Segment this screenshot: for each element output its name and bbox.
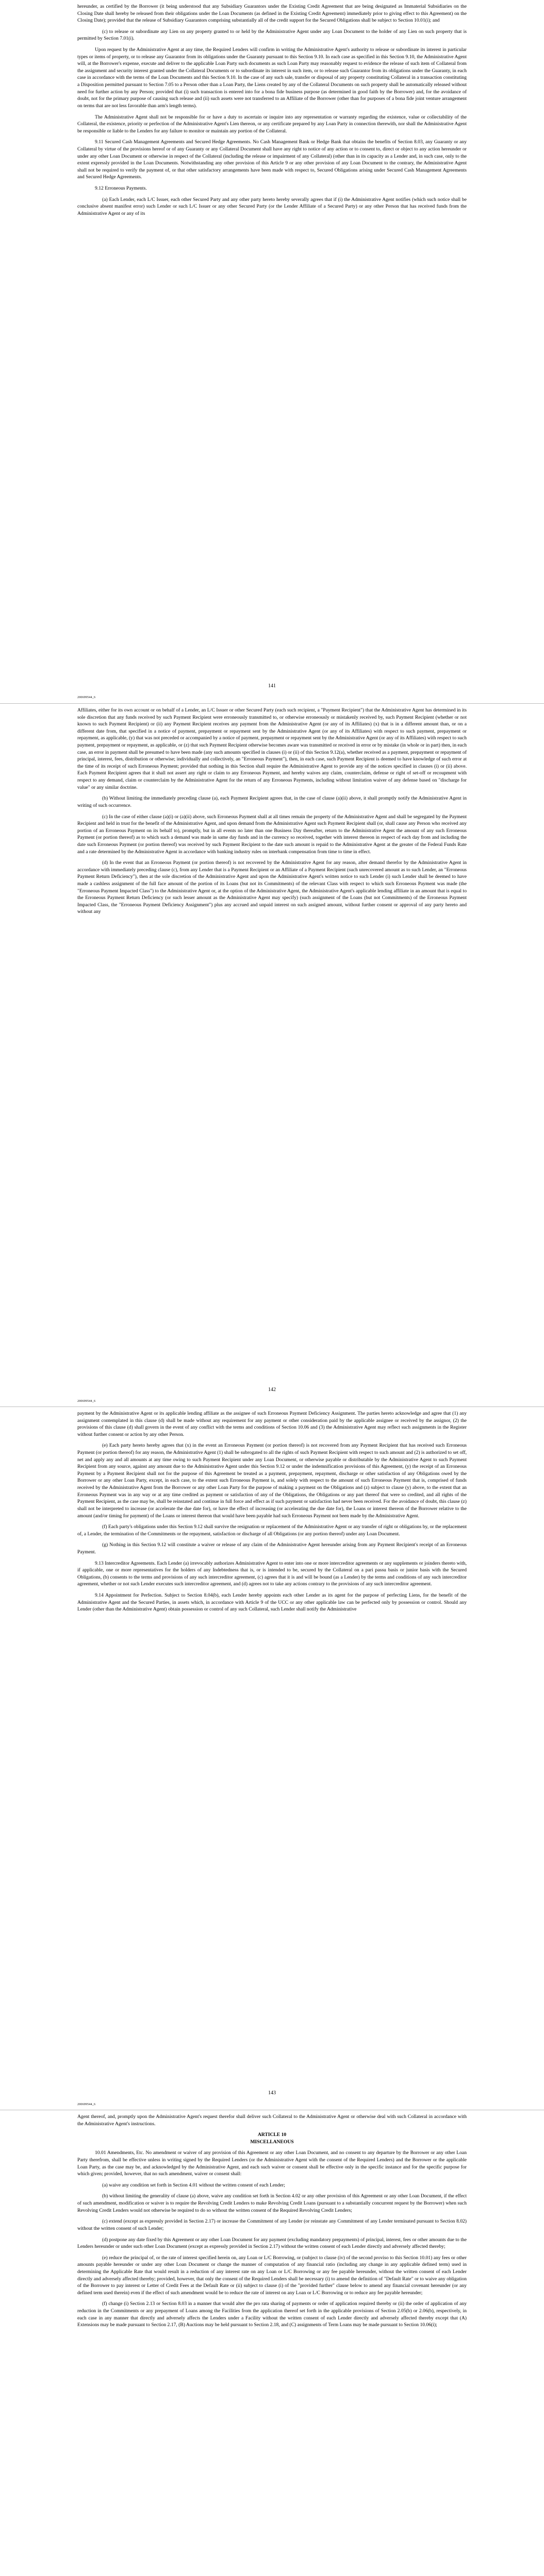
paragraph: hereunder, as certified by the Borrower (it being understood that any Subsidiary Guarantors under the Existing Credit Agreement that are being designated as Immaterial Subsidiaries on the Closing Date shall hereby be released from their obligations under the Loan Documents (as defined in the Existing Credit Agreement) immediately prior to giving effect to this Agreement) on the Closing Date); provided that the release of Subsidiary Guarantors comprising substantially all of the credit support for the Secured Obligations shall be subject to Section 10.01(i); and xyxy=(77,4,467,24)
section-9-14: 9.14 Appointment for Perfection. Subject to Section 8.04(b), each Lender hereby appoints each other Lender as its agent for the purpose of perfecting Liens, for the benefit of the Administrative Agent and the Secured Parties, in assets which, in accordance with Article 9 of the UCC or any other applicable law can be perfected only by possession or control. Should any Lender (other than the Administrative Agent) obtain possession or control of any such Collateral, such Lender shall notify the Administrative xyxy=(77,1592,467,1613)
paragraph: (b) Without limiting the immediately preceding clause (a), each Payment Recipient agrees that, in the case of clause (a)(ii) above, it shall promptly notify the Administrative Agent in writing of such occurrence. xyxy=(77,795,467,808)
paragraph: (c) to release or subordinate any Lien on any property granted to or held by the Administrative Agent under any Loan Document to the holder of any Lien on such property that is permitted by Section 7.01(i). xyxy=(77,28,467,42)
paragraph: (f) change (i) Section 2.13 or Section 8.03 in a manner that would alter the pro rata sharing of payments or order of application required thereby or (ii) the order of application of any reduction in the Commitments or any prepayment of Loans among the Facilities from the application thereof set forth in the applicable provisions of Section 2.05(b) or 2.06(b), respectively, in each case in any manner that directly and adversely affects the Lenders under a Facility without the written consent of each Lender directly and adversely affected thereby except that (A) Extensions may be made pursuant to Section 2.17, (B) Auctions may be held pursuant to Section 2.18, and (C) assignments of Term Loans may be made pursuant to Section 10.06(i); xyxy=(77,2301,467,2328)
paragraph: payment by the Administrative Agent or its applicable lending affiliate as the assignee of such Erroneous Payment Deficiency Assignment. The parties hereto acknowledge and agree that (1) any assignment contemplated in this clause (d) shall be made without any requirement for any payment or other consideration paid by the applicable assignee or received by the assignor, (2) the provisions of this clause (d) shall govern in the event of any conflict with the terms and conditions of Section 10.06 and (3) the Administrative Agent may reflect such assignments in the Register without further consent or action by any other Person. xyxy=(77,1411,467,1437)
section-heading-9-12: 9.12 Erroneous Payments. xyxy=(95,185,147,192)
document-id: 200699544_6 xyxy=(77,696,96,699)
document-page-142 xyxy=(0,703,544,1406)
paragraph: (f) Each party's obligations under this Section 9.12 shall survive the resignation or replacement of the Administrative Agent or any transfer of right or obligations by, or the replacement of, a Lender, the termination of the Commitments or the repayment, satisfaction or discharge of all Obligations (or any portion thereof) under any Loan Document. xyxy=(77,1524,467,1537)
article-title: MISCELLANEOUS xyxy=(250,2139,294,2145)
paragraph: (c) extend (except as expressly provided in Section 2.17) or increase the Commitment of any Lender (or reinstate any Commitment of any Lender terminated pursuant to Section 8.02) without the written consent of such Lender; xyxy=(77,2218,467,2231)
paragraph: (e) reduce the principal of, or the rate of interest specified herein on, any Loan or L/C Borrowing, or (subject to clause (iv) of the second proviso to this Section 10.01) any fees or other amounts payable hereunder or under any other Loan Document or change the manner of computation of any financial ratio (including any change in any applicable defined term) used in determining the Applicable Rate that would result in a reduction of any interest rate on any Loan or L/C Borrowing or any fee payable hereunder, without the written consent of each Lender directly and adversely affected thereby; provided, however, that only the consent of the Required Lenders shall be necessary (i) to amend the definition of "Default Rate" or to waive any obligation of the Borrower to pay interest or Letter of Credit Fees at the Default Rate or (ii) subject to clause (i) of the "provided further" clause below to amend any financial covenant hereunder (or any defined term used therein) even if the effect of such amendment would be to reduce the rate of interest on any Loan or L/C Borrowing or to reduce any fee payable hereunder; xyxy=(77,2255,467,2296)
paragraph: Affiliates, either for its own account or on behalf of a Lender, an L/C Issuer or other Secured Party (each such recipient, a "Payment Recipient") that the Administrative Agent has determined in its sole discretion that any funds received by such Payment Recipient were erroneously transmitted to, or otherwise erroneously or mistakenly received by, such Payment Recipient (whether or not known to such Payment Recipient) or (ii) any Payment Recipient receives any payment from the Administrative Agent (or any of its Affiliates) (x) that is in a different amount than, or on a different date from, that specified in a notice of payment, prepayment or repayment sent by the Administrative Agent (or any of its Affiliates) with respect to such payment, prepayment or repayment, as applicable, (y) that was not preceded or accompanied by a notice of payment, prepayment or repayment sent by the Administrative Agent (or any of its Affiliates) with respect to such payment, prepayment or repayment, as applicable, or (z) that such Payment Recipient otherwise becomes aware was transmitted or received in error or by mistake (in whole or in part) then, in each case, an error in payment shall be presumed to have been made (any such amounts specified in clauses (i) or (ii) of this Section 9.12(a), whether received as a payment, prepayment or repayment of principal, interest, fees, distribution or otherwise; individually and collectively, an "Erroneous Payment"), then, in each case, such Payment Recipient is deemed to have knowledge of such error at the time of its receipt of such Erroneous Payment; provided that nothing in this Section shall require the Administrative Agent to provide any of the notices specified in clauses (i) or (ii) above. Each Payment Recipient agrees that it shall not assert any right or claim to any Erroneous Payment, and hereby waives any claim, counterclaim, defense or right of set-off or recoupment with respect to any demand, claim or counterclaim by the Administrative Agent for the return of any Erroneous Payments, including without limitation waiver of any defense based on "discharge for value" or any similar doctrine. xyxy=(77,707,467,790)
paragraph: (e) Each party hereto hereby agrees that (x) in the event an Erroneous Payment (or portion thereof) is not recovered from any Payment Recipient that has received such Erroneous Payment (or portion thereof) for any reason, the Administrative Agent (1) shall be subrogated to all the rights of such Payment Recipient with respect to such amount and (2) is authorized to set off, net and apply any and all amounts at any time owing to such Payment Recipient under any Loan Document, or otherwise payable or distributable by the Administrative Agent to such Payment Recipient from any source, against any amount due to the Administrative Agent under this Section 9.12 or under the indemnification provisions of this Agreement, (y) the receipt of an Erroneous Payment by a Payment Recipient shall not for the purpose of this Agreement be treated as a payment, prepayment, repayment, discharge or other satisfaction of any Obligations owed by the Borrower or any other Loan Party, except, in each case, to the extent such Erroneous Payment is, and solely with respect to the amount of such Erroneous Payment that is, comprised of funds received by the Administrative Agent from the Borrower or any other Loan Party for the purpose of making a payment on the Obligations and (z) subject to clause (y) above, to the extent that an Erroneous Payment was in any way or at any time credited as payment or satisfaction of any of the Obligations, the Obligations or any part thereof that were so credited, and all rights of the Payment Recipient, as the case may be, shall be reinstated and continue in full force and effect as if such payment or satisfaction had never been received. For the avoidance of doubt, this clause (z) shall not be interpreted to increase (or accelerate the due date for), or have the effect of increasing (or accelerating the due date for), the Loans or interest thereon of the Borrower relative to the amount (and/or timing for payment) of the Loans or interest thereon that would have been payable had such Erroneous Payment not been made by the Administrative Agent. xyxy=(77,1443,467,1519)
section-10-01: 10.01 Amendments, Etc. No amendment or waiver of any provision of this Agreement or any other Loan Document, and no consent to any departure by the Borrower or any other Loan Party therefrom, shall be effective unless in writing signed by the Required Lenders (or the Administrative Agent with the consent of the Required Lenders) and the Borrower or the applicable Loan Party, as the case may be, and acknowledged by the Administrative Agent, and each such waiver or consent shall be effective only in the specific instance and for the specific purpose for which given; provided, however, that no such amendment, waiver or consent shall: xyxy=(77,2150,467,2177)
paragraph: Upon request by the Administrative Agent at any time, the Required Lenders will confirm in writing the Administrative Agent's authority to release or subordinate its interest in particular types or items of property, or to release any Guarantor from its obligations under the Guaranty pursuant to this Section 9.10. In each case as specified in this Section 9.10, the Administrative Agent will, at the Borrower's expense, execute and deliver to the applicable Loan Party such documents as such Loan Party may reasonably request to evidence the release of such item of Collateral from the assignment and security interest granted under the Collateral Documents or to subordinate its interest in such item, or to release such Guarantor from its obligations under the Guaranty, in each case in accordance with the terms of the Loan Documents and this Section 9.10. In the case of any such sale, transfer or disposal of any property constituting Collateral in a transaction constituting a Disposition permitted pursuant to Section 7.05 to a Person other than a Loan Party, the Liens created by any of the Collateral Documents on such property shall be automatically released without need for further action by any Person; provided that (i) such transaction is entered into for a bona fide business purpose (as determined in good faith by the Borrower) and, for the avoidance of doubt, not for the primary purpose of causing such release and (ii) such assets were not transferred to an Affiliate of the Borrower (other than for purposes of a bona fide joint venture arrangement on terms that are not less favorable than arm's length terms). xyxy=(77,47,467,109)
page-number: 141 xyxy=(268,683,276,689)
document-page-144 xyxy=(0,2110,544,2576)
page-number: 143 xyxy=(268,2090,276,2096)
paragraph: (g) Nothing in this Section 9.12 will constitute a waiver or release of any claim of the Administrative Agent hereunder arising from any Payment Recipient's receipt of an Erroneous Payment. xyxy=(77,1542,467,1555)
paragraph: Agent thereof, and, promptly upon the Administrative Agent's request therefor shall deliver such Collateral to the Administrative Agent or otherwise deal with such Collateral in accordance with the Administrative Agent's instructions. xyxy=(77,2114,467,2127)
paragraph: (c) In the case of either clause (a)(i) or (a)(ii) above, such Erroneous Payment shall at all times remain the property of the Administrative Agent and shall be segregated by the Payment Recipient and held in trust for the benefit of the Administrative Agent, and upon demand from the Administrative Agent such Payment Recipient shall (or, shall cause any Person who received any portion of an Erroneous Payment on its behalf to), promptly, but in all events no later than one Business Day thereafter, return to the Administrative Agent the amount of any such Erroneous Payment (or portion thereof) as to which such a demand was made in same day funds and in the currency so received, together with interest thereon in respect of each day from and including the date such Erroneous Payment (or portion thereof) was received by such Payment Recipient to the date such amount is repaid to the Administrative Agent at the greater of the Federal Funds Rate and a rate determined by the Administrative Agent in accordance with banking industry rules on interbank compensation from time to time in effect. xyxy=(77,814,467,855)
paragraph: (b) without limiting the generality of clause (a) above, waive any condition set forth in Section 4.02 or any other provision of this Agreement or any other Loan Document, if the effect of such amendment, modification or waiver is to require the Revolving Credit Lenders to make Revolving Credit Loans (pursuant to a substantially concurrent request by the Borrower) when such Revolving Credit Lenders would not otherwise be required to do so without the written consent of the Required Revolving Credit Lenders; xyxy=(77,2193,467,2213)
paragraph: (a) Each Lender, each L/C Issuer, each other Secured Party and any other party hereto hereby severally agrees that if (i) the Administrative Agent notifies (which such notice shall be conclusive absent manifest error) such Lender or such L/C Issuer or any other Secured Party (or the Lender Affiliate of a Secured Party) or any other Person that has received funds from the Administrative Agent or any of its xyxy=(77,196,467,216)
page-number: 142 xyxy=(268,1387,276,1393)
document-page-141 xyxy=(0,0,544,703)
paragraph: The Administrative Agent shall not be responsible for or have a duty to ascertain or inquire into any representation or warranty regarding the existence, value or collectability of the Collateral, the existence, priority or perfection of the Administrative Agent's Lien thereon, or any certificate prepared by any Loan Party in connection therewith, nor shall the Administrative Agent be responsible or liable to the Lenders for any failure to monitor or maintain any portion of the Collateral. xyxy=(77,114,467,134)
paragraph: (d) In the event that an Erroneous Payment (or portion thereof) is not recovered by the Administrative Agent for any reason, after demand therefor by the Administrative Agent in accordance with immediately preceding clause (c), from any Lender that is a Payment Recipient or an Affiliate of a Payment Recipient (such unrecovered amount as to such Lender, an "Erroneous Payment Return Deficiency"), then at the sole discretion of the Administrative Agent and upon the Administrative Agent's written notice to such Lender (i) such Lender shall be deemed to have made a cashless assignment of the full face amount of the portion of its Loans (but not its Commitments) of the relevant Class with respect to which such Erroneous Payment was made (the "Erroneous Payment Impacted Class") to the Administrative Agent or, at the option of the Administrative Agent, the Administrative Agent's applicable lending affiliate in an amount that is equal to the Erroneous Payment Return Deficiency (or such lesser amount as the Administrative Agent may specify) (such assignment of the Loans (but not Commitments) of the Erroneous Payment Impacted Class, the "Erroneous Payment Deficiency Assignment") plus any accrued and unpaid interest on such assigned amount, without further consent or approval of any party hereto and without any xyxy=(77,860,467,915)
paragraph: (d) postpone any date fixed by this Agreement or any other Loan Document for any payment (excluding mandatory prepayments) of principal, interest, fees or other amounts due to the Lenders hereunder or under such other Loan Document (except as expressly provided in Section 2.17) without the written consent of each Lender directly and adversely affected thereby; xyxy=(77,2236,467,2250)
document-id: 200699544_6 xyxy=(77,2103,96,2106)
paragraph: (a) waive any condition set forth in Section 4.01 without the written consent of each Lender; xyxy=(102,2182,285,2188)
section-9-13: 9.13 Intercreditor Agreements. Each Lender (a) irrevocably authorizes Administrative Agent to enter into one or more intercreditor agreements or any supplements or joinders thereto with, if applicable, one or more representatives for the holders of any Indebtedness that is, or is intended to be, secured by the Collateral on a pari passu basis or junior basis with the Secured Obligations, (b) consents to the terms and provisions of any such intercreditor agreement, (c) agrees that it is and will be bound (as a Lender) by the terms and conditions of any such intercreditor agreement, whether or not such Lender executes such intercreditor agreement, and (d) agrees not to take any actions contrary to the provisions of any such intercreditor agreement. xyxy=(77,1560,467,1587)
article-number: ARTICLE 10 xyxy=(257,2132,287,2138)
document-page-143 xyxy=(0,1406,544,2110)
section-9-11: 9.11 Secured Cash Management Agreements and Secured Hedge Agreements. No Cash Management Bank or Hedge Bank that obtains the benefits of Section 8.03, any Guaranty or any Collateral by virtue of the provisions hereof or of any Guaranty or any Collateral Document shall have any right to notice of any action or to consent to, direct or object to any action hereunder or under any other Loan Document or otherwise in respect of the Collateral (including the release or impairment of any Collateral) (other than in its capacity as a Lender and, in such case, only to the extent expressly provided in the Loan Documents. Notwithstanding any other provision of this Article 9 or any other provision of any Loan Document to the contrary, the Administrative Agent shall not be required to verify the payment of, or that other satisfactory arrangements have been made with respect to, Secured Obligations arising under Secured Cash Management Agreements and Secured Hedge Agreements. xyxy=(77,139,467,180)
document-id: 200699544_6 xyxy=(77,1400,96,1403)
